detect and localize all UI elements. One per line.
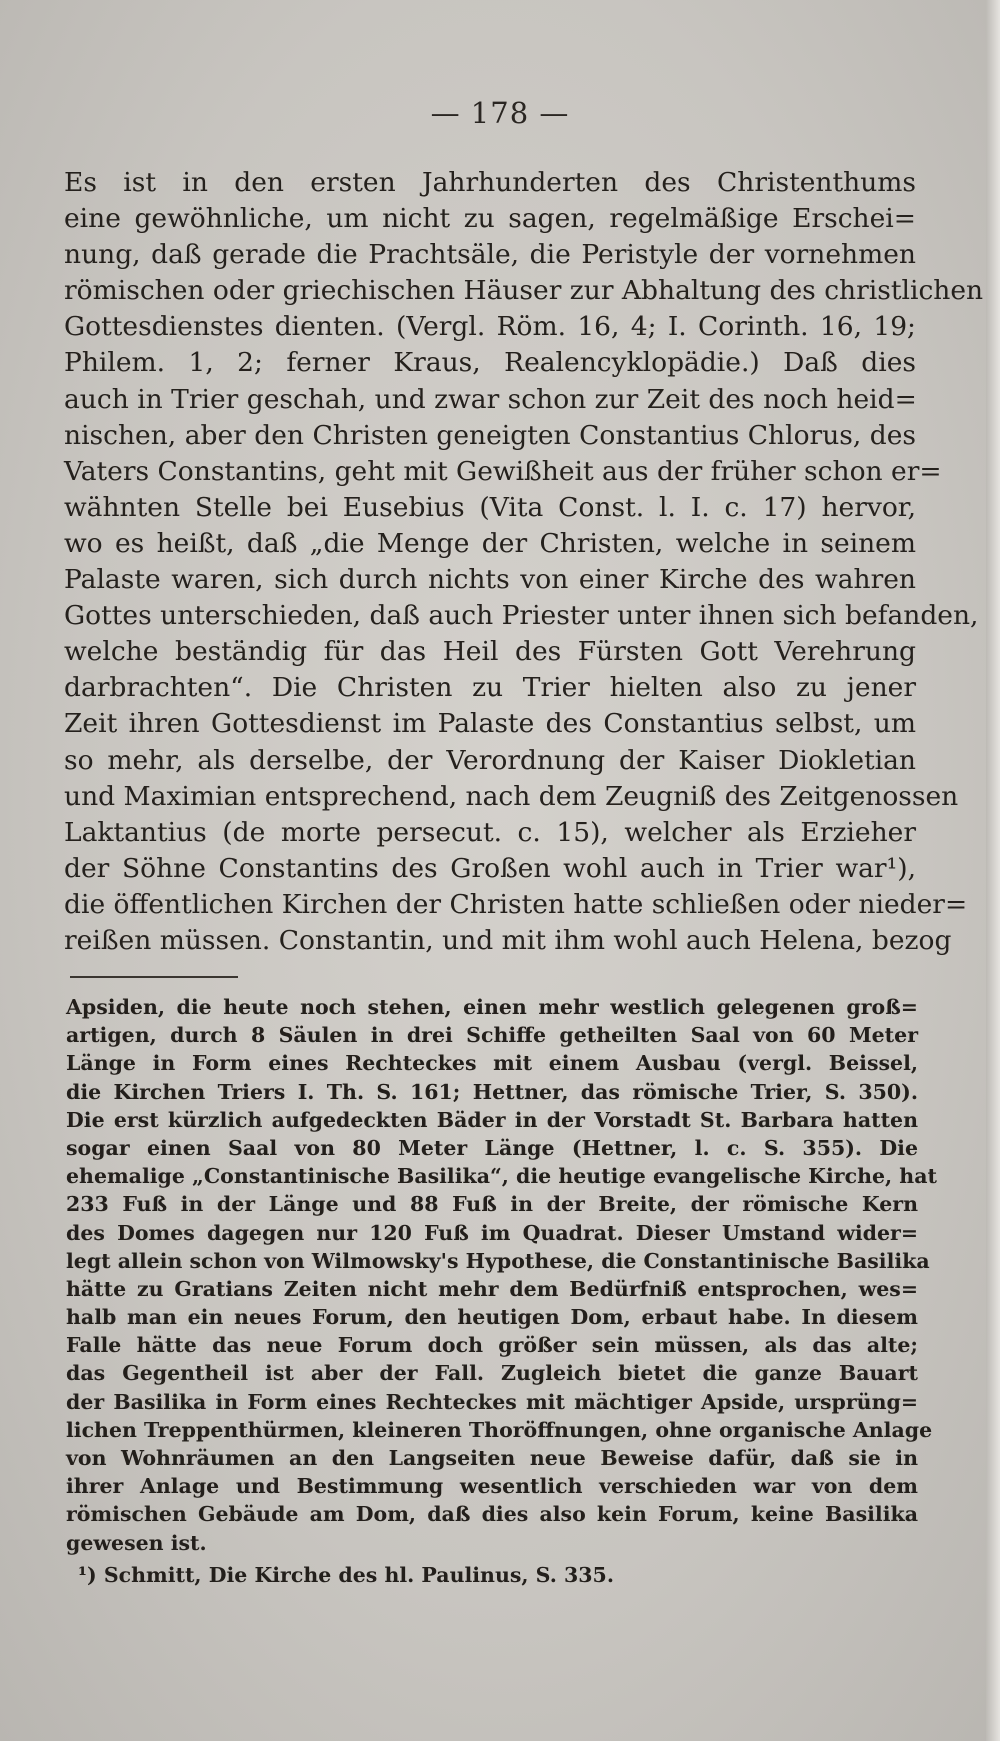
text-line: Zeit ihren Gottesdienst im Palaste des Constantius selbst, um: [64, 708, 916, 740]
text-line: auch in Trier geschah, und zwar schon zur Zeit des noch heid=: [64, 383, 917, 415]
text-line: Philem. 1, 2; ferner Kraus, Realencyklopädie.) Daß dies: [64, 347, 916, 379]
note-line: artigen, durch 8 Säulen in drei Schiffe getheilten Saal von 60 Meter: [66, 1023, 918, 1048]
text-line: eine gewöhnliche, um nicht zu sagen, regelmäßige Erschei=: [64, 203, 916, 235]
text-line: wo es heißt, daß „die Menge der Christen, welche in seinem: [64, 527, 916, 559]
note-line: legt allein schon von Wilmowsky's Hypothese, die Constantinische Basilika: [66, 1248, 930, 1273]
text-line: die öffentlichen Kirchen der Christen hatte schließen oder nieder=: [64, 888, 968, 920]
footnote-separator: [70, 976, 238, 978]
note-line: ehemalige „Constantinische Basilika“, die heutige evangelische Kirche, hat: [66, 1164, 937, 1189]
text-line: Laktantius (de morte persecut. c. 15), welcher als Erzieher: [64, 816, 916, 848]
note-line: des Domes dagegen nur 120 Fuß im Quadrat. Dieser Umstand wider=: [66, 1220, 918, 1245]
note-line: Apsiden, die heute noch stehen, einen mehr westlich gelegenen groß=: [66, 995, 918, 1019]
text-line: Palaste waren, sich durch nichts von einer Kirche des wahren: [64, 564, 916, 596]
page-edge: [986, 0, 1000, 1741]
text-line: welche beständig für das Heil des Fürsten Gott Verehrung: [64, 636, 916, 668]
text-line: Es ist in den ersten Jahrhunderten des Christenthums: [64, 167, 916, 198]
text-line: wähnten Stelle bei Eusebius (Vita Const. l. I. c. 17) hervor,: [64, 491, 916, 523]
text-line: römischen oder griechischen Häuser zur Abhaltung des christlichen: [64, 275, 984, 307]
note-line: ihrer Anlage und Bestimmung wesentlich verschieden war von dem: [66, 1474, 918, 1499]
main-text: [64, 165, 984, 959]
text-line: reißen müssen. Constantin, und mit ihm wohl auch Helena, bezog: [64, 924, 952, 956]
text-line: Gottesdienstes dienten. (Vergl. Röm. 16, 4; I. Corinth. 16, 19;: [64, 311, 916, 343]
note-line: römischen Gebäude am Dom, daß dies also kein Forum, keine Basilika: [66, 1502, 918, 1527]
note-line: gewesen ist.: [66, 1530, 207, 1555]
note-line: lichen Treppenthürmen, kleineren Thoröffnungen, ohne organische Anlage: [66, 1417, 933, 1442]
note-line: die Kirchen Triers I. Th. S. 161; Hettner, das römische Trier, S. 350).: [66, 1079, 918, 1104]
note-line: Falle hätte das neue Forum doch größer sein müssen, als das alte;: [66, 1333, 918, 1358]
footnote: ¹) Schmitt, Die Kirche des hl. Paulinus, S. 335.: [78, 1562, 614, 1587]
text-line: Vaters Constantins, geht mit Gewißheit aus der früher schon er=: [64, 455, 942, 487]
note-line: sogar einen Saal von 80 Meter Länge (Hettner, l. c. S. 355). Die: [66, 1135, 918, 1160]
page-number: — 178 —: [430, 96, 570, 130]
text-line: der Söhne Constantins des Großen wohl auch in Trier war¹),: [64, 852, 916, 884]
note-line: das Gegentheil ist aber der Fall. Zugleich bietet die ganze Bauart: [66, 1361, 918, 1386]
note-line: 233 Fuß in der Länge und 88 Fuß in der Breite, der römische Kern: [66, 1192, 918, 1217]
note-line: Die erst kürzlich aufgedeckten Bäder in der Vorstadt St. Barbara hatten: [66, 1107, 918, 1132]
text-line: und Maximian entsprechend, nach dem Zeugniß des Zeitgenossen: [64, 780, 959, 812]
text-line: nung, daß gerade die Prachtsäle, die Peristyle der vornehmen: [64, 239, 916, 271]
text-line: nischen, aber den Christen geneigten Constantius Chlorus, des: [64, 419, 916, 451]
note-line: von Wohnräumen an den Langseiten neue Beweise dafür, daß sie in: [66, 1446, 918, 1470]
note-line: der Basilika in Form eines Rechteckes mit mächtiger Apside, ursprüng=: [66, 1389, 918, 1414]
text-line: darbrachten“. Die Christen zu Trier hielten also zu jener: [64, 672, 916, 704]
text-line: Gottes unterschieden, daß auch Priester unter ihnen sich befanden,: [64, 600, 979, 632]
continued-footnote: [66, 993, 937, 1589]
text-line: so mehr, als derselbe, der Verordnung der Kaiser Diokletian: [64, 744, 916, 776]
note-line: Länge in Form eines Rechteckes mit einem Ausbau (vergl. Beissel,: [66, 1051, 918, 1076]
note-line: hätte zu Gratians Zeiten nicht mehr dem Bedürfniß entsprochen, wes=: [66, 1276, 918, 1301]
note-line: halb man ein neues Forum, den heutigen Dom, erbaut habe. In diesem: [66, 1305, 918, 1330]
